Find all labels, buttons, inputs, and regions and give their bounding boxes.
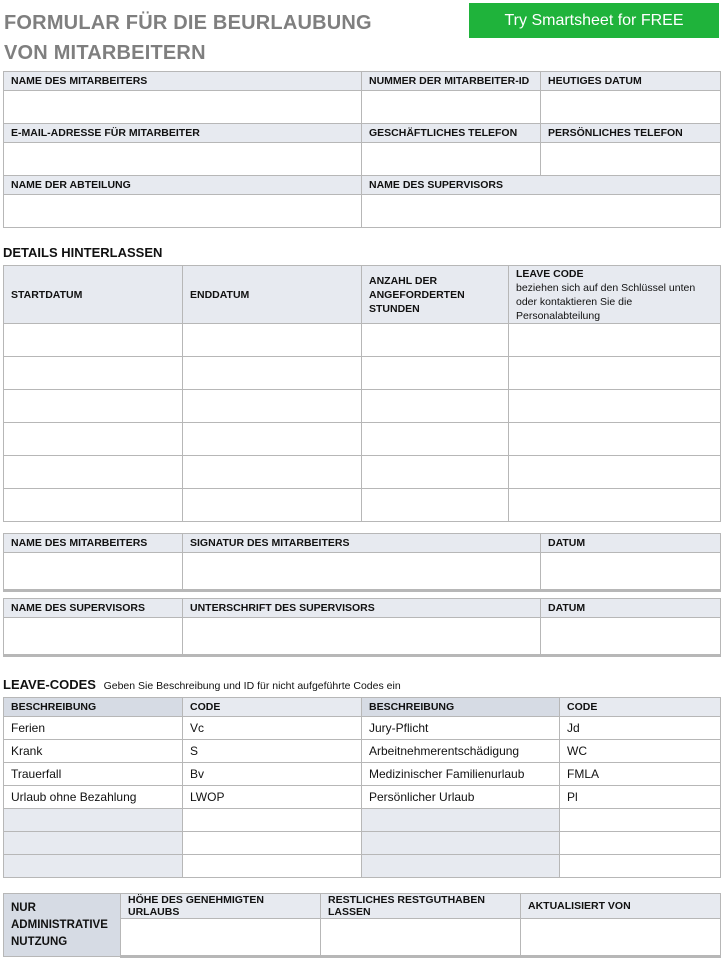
start-date-field[interactable] xyxy=(4,456,183,489)
leave-code-note-1: beziehen sich auf den Schlüssel unten xyxy=(516,281,696,294)
custom-code-field[interactable] xyxy=(560,855,721,878)
code-value: WC xyxy=(560,740,721,763)
end-date-field[interactable] xyxy=(183,357,362,390)
employee-name-label: NAME DES MITARBEITERS xyxy=(4,72,362,91)
hours-label-line-2: ANGEFORDERTEN xyxy=(369,288,465,301)
start-date-field[interactable] xyxy=(4,423,183,456)
code-description: Urlaub ohne Bezahlung xyxy=(4,786,183,809)
code-value: Pl xyxy=(560,786,721,809)
start-date-field[interactable] xyxy=(4,390,183,423)
code-value: LWOP xyxy=(183,786,362,809)
end-date-field[interactable] xyxy=(183,456,362,489)
supervisor-name-field[interactable] xyxy=(362,195,721,228)
custom-code-field[interactable] xyxy=(183,832,362,855)
table-row xyxy=(4,763,721,786)
supervisor-signature-field[interactable] xyxy=(183,618,541,656)
custom-description-field[interactable] xyxy=(4,855,183,878)
hours-field[interactable] xyxy=(362,324,509,357)
start-date-field[interactable] xyxy=(4,357,183,390)
table-row xyxy=(4,809,721,832)
leave-details-heading: DETAILS HINTERLASSEN xyxy=(3,245,163,260)
personal-phone-field[interactable] xyxy=(541,143,721,176)
remaining-balance-label: RESTLICHES RESTGUTHABEN LASSEN xyxy=(321,894,521,919)
code-description: Persönlicher Urlaub xyxy=(362,786,560,809)
code-value: FMLA xyxy=(560,763,721,786)
business-phone-field[interactable] xyxy=(362,143,541,176)
code-value: Vc xyxy=(183,717,362,740)
supervisor-signature-label: UNTERSCHRIFT DES SUPERVISORS xyxy=(183,599,541,618)
end-date-field[interactable] xyxy=(183,423,362,456)
title-line-2: VON MITARBEITERN xyxy=(4,42,206,64)
custom-code-field[interactable] xyxy=(560,809,721,832)
leave-code-field[interactable] xyxy=(509,423,721,456)
employee-id-field[interactable] xyxy=(362,91,541,124)
leave-code-title: LEAVE CODE xyxy=(516,267,584,280)
supervisor-signature-date-field[interactable] xyxy=(541,618,721,656)
leave-code-field[interactable] xyxy=(509,357,721,390)
custom-description-field[interactable] xyxy=(4,832,183,855)
leave-codes-subtitle: Geben Sie Beschreibung und ID für nicht aufgeführte Codes ein xyxy=(103,680,401,692)
title-line-1: FORMULAR FÜR DIE BEURLAUBUNG xyxy=(4,12,372,34)
code-description: Medizinischer Familienurlaub xyxy=(362,763,560,786)
code-description: Jury-Pflicht xyxy=(362,717,560,740)
admin-label-line-1: NUR xyxy=(11,901,36,914)
updated-by-field[interactable] xyxy=(521,919,721,957)
hours-label-line-1: ANZAHL DER xyxy=(369,274,438,287)
leave-codes-title: LEAVE-CODES xyxy=(3,677,96,692)
today-date-label: HEUTIGES DATUM xyxy=(541,72,721,91)
supervisor-name-label: NAME DES SUPERVISORS xyxy=(362,176,721,195)
hours-field[interactable] xyxy=(362,357,509,390)
leave-codes-heading xyxy=(3,677,401,692)
end-date-field[interactable] xyxy=(183,324,362,357)
admin-table xyxy=(3,893,721,958)
table-row xyxy=(4,717,721,740)
leave-code-field[interactable] xyxy=(509,390,721,423)
hours-field[interactable] xyxy=(362,423,509,456)
personal-phone-label: PERSÖNLICHES TELEFON xyxy=(541,124,721,143)
employee-signature-field[interactable] xyxy=(183,553,541,591)
start-date-field[interactable] xyxy=(4,324,183,357)
leave-details-table xyxy=(3,265,721,522)
employee-signature-name-label: NAME DES MITARBEITERS xyxy=(4,534,183,553)
code-description: Arbeitnehmerentschädigung xyxy=(362,740,560,763)
end-date-field[interactable] xyxy=(183,390,362,423)
code-value: Bv xyxy=(183,763,362,786)
start-date-field[interactable] xyxy=(4,489,183,522)
employee-signature-date-label: DATUM xyxy=(541,534,721,553)
end-date-field[interactable] xyxy=(183,489,362,522)
code-description: Krank xyxy=(4,740,183,763)
table-row xyxy=(4,855,721,878)
code-header-left: CODE xyxy=(183,698,362,717)
table-row xyxy=(4,740,721,763)
supervisor-signature-date-label: DATUM xyxy=(541,599,721,618)
employee-id-label: NUMMER DER MITARBEITER-ID xyxy=(362,72,541,91)
department-field[interactable] xyxy=(4,195,362,228)
description-header-left: BESCHREIBUNG xyxy=(4,698,183,717)
business-phone-label: GESCHÄFTLICHES TELEFON xyxy=(362,124,541,143)
admin-label-line-2: ADMINISTRATIVE xyxy=(11,918,108,931)
custom-code-field[interactable] xyxy=(560,832,721,855)
leave-code-field[interactable] xyxy=(509,456,721,489)
leave-code-note-3: Personalabteilung xyxy=(516,309,601,322)
supervisor-signature-table xyxy=(3,598,721,657)
remaining-balance-field[interactable] xyxy=(321,919,521,957)
code-value: Jd xyxy=(560,717,721,740)
admin-label-line-3: NUTZUNG xyxy=(11,935,68,948)
custom-description-field[interactable] xyxy=(362,809,560,832)
table-row xyxy=(4,832,721,855)
try-smartsheet-button[interactable]: Try Smartsheet for FREE xyxy=(469,3,719,38)
hours-requested-label xyxy=(362,266,509,324)
leave-code-field[interactable] xyxy=(509,324,721,357)
custom-description-field[interactable] xyxy=(4,809,183,832)
leave-code-note-2: oder kontaktieren Sie die xyxy=(516,295,633,308)
hours-field[interactable] xyxy=(362,390,509,423)
employee-signature-name-field[interactable] xyxy=(4,553,183,591)
employee-signature-table xyxy=(3,533,721,592)
leave-code-label xyxy=(509,266,721,324)
employee-signature-date-field[interactable] xyxy=(541,553,721,591)
page-title xyxy=(4,8,444,68)
email-label: E-MAIL-ADRESSE FÜR MITARBEITER xyxy=(4,124,362,143)
supervisor-signature-name-field[interactable] xyxy=(4,618,183,656)
hours-field[interactable] xyxy=(362,456,509,489)
code-description: Ferien xyxy=(4,717,183,740)
leave-codes-table xyxy=(3,697,721,878)
hours-field[interactable] xyxy=(362,489,509,522)
updated-by-label: AKTUALISIERT VON xyxy=(521,894,721,919)
approved-amount-field[interactable] xyxy=(121,919,321,957)
leave-code-field[interactable] xyxy=(509,489,721,522)
description-header-right: BESCHREIBUNG xyxy=(362,698,560,717)
custom-code-field[interactable] xyxy=(183,855,362,878)
employee-info-table xyxy=(3,71,721,228)
supervisor-signature-name-label: NAME DES SUPERVISORS xyxy=(4,599,183,618)
custom-code-field[interactable] xyxy=(183,809,362,832)
email-field[interactable] xyxy=(4,143,362,176)
approved-amount-label: HÖHE DES GENEHMIGTEN URLAUBS xyxy=(121,894,321,919)
department-label: NAME DER ABTEILUNG xyxy=(4,176,362,195)
employee-name-field[interactable] xyxy=(4,91,362,124)
code-description: Trauerfall xyxy=(4,763,183,786)
custom-description-field[interactable] xyxy=(362,832,560,855)
hours-label-line-3: STUNDEN xyxy=(369,302,420,315)
end-date-label: ENDDATUM xyxy=(183,266,362,324)
table-row xyxy=(4,786,721,809)
employee-signature-label: SIGNATUR DES MITARBEITERS xyxy=(183,534,541,553)
admin-use-label xyxy=(4,894,121,957)
today-date-field[interactable] xyxy=(541,91,721,124)
code-header-right: CODE xyxy=(560,698,721,717)
custom-description-field[interactable] xyxy=(362,855,560,878)
start-date-label: STARTDATUM xyxy=(4,266,183,324)
code-value: S xyxy=(183,740,362,763)
